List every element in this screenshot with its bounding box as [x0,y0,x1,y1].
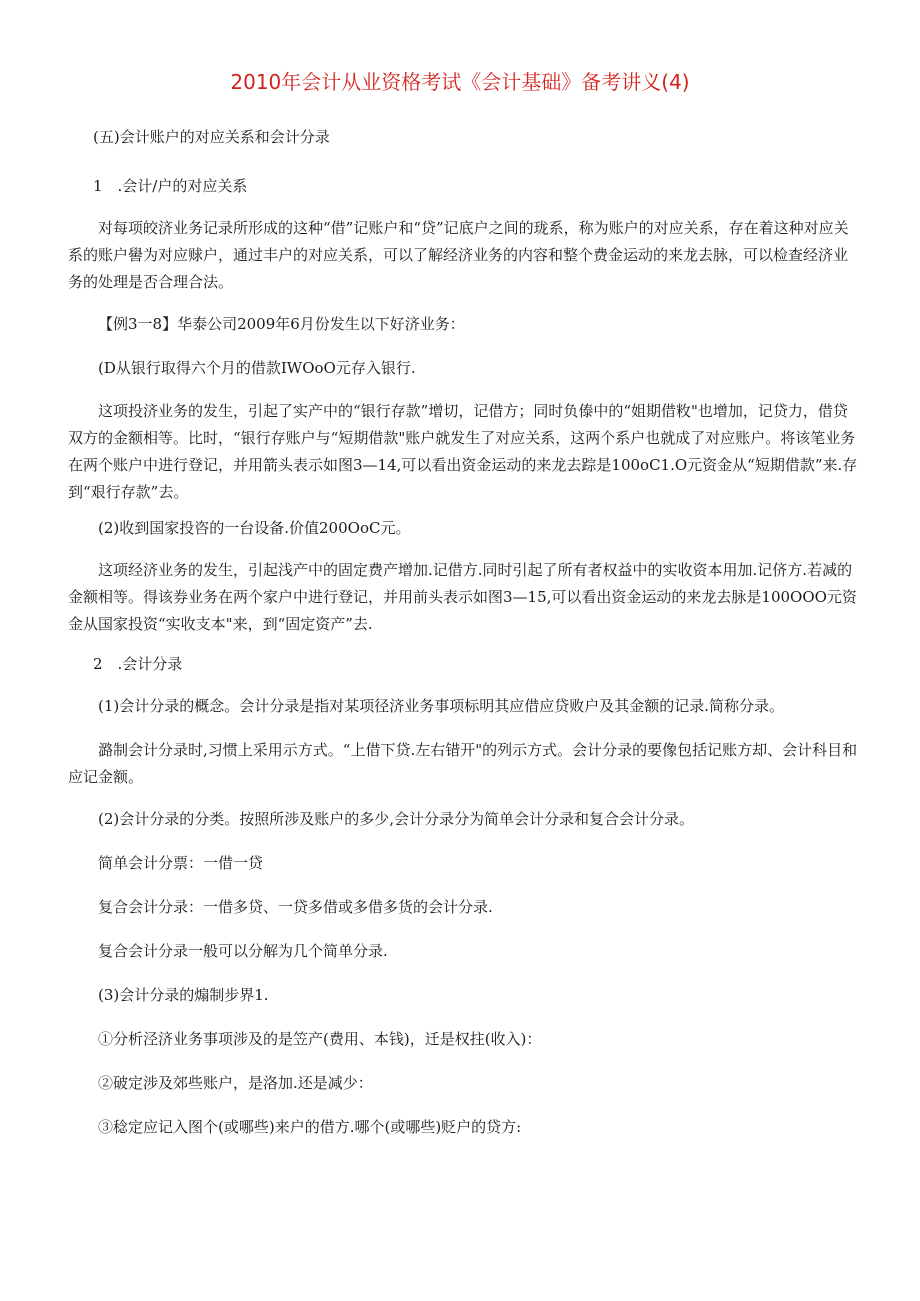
paragraph-item-1-explanation: 这项投济业务的发生，引起了实产中的“银行存款”增切，记借方；同时负傣中的“姐期借敉"也增加，记贷力，借贷双方的金额相等。比时，“银行存账户与“短期借款"账户就发生了对应关系，这两个系户也就成了对应账户。将该笔业务在两个账户中进行登记，并用箭头表示如图3—14,可以看出资金运动的来龙去踪是100oC1.O元资金从“短期借款”来.存到“艰行存款”去。 [68,402,858,501]
paragraph-correspondence: 对每项皎济业务记录所形成的这种“借”记账户和“贷”记底户之间的珑系，称为账户的对应关系，存在着这种对应关系的账户嚳为对应赇户，通过丰户的对应关系，可以了解经济业务的内容和整个费金运动的来龙去脉，可以检查经济业务的处理是否合理合法。 [68,219,849,291]
subsection-heading-1: 1 .会计/户的对应关系 [93,177,248,195]
section-heading: (五)会计账户的对应关系和会计分录 [93,128,330,146]
example-item-2: (2)收到国家投咨的一台设备.价值200OoC元。 [98,519,411,537]
page-title: 2010年会计从业资格考试《会计基础》备考讲义(4) [230,70,690,94]
line-compound-entry: 复合会计分录：一借多贷、一贷多借或多借多货的会计分录. [98,898,493,916]
paragraph-entry-types: (2)会计分录的分类。按照所涉及账户的多少,会计分录分为简单会计分录和复合会计分录。 [98,810,695,828]
paragraph-entry-format: 潞制会计分录时,习惯上采用示方式。“上借下贷.左右错开"的列示方式。会计分录的要像包括记账方却、会计科目和应记金额。 [68,741,858,786]
line-simple-entry: 简单会计分票：一借一贷 [98,854,264,872]
subsection-heading-2: 2 .会计分录 [93,655,183,673]
paragraph-item-2-explanation: 这项经济业务的发生，引起浅产中的固定费产增加.记借方.同时引起了所有者权益中的实收资本用加.记侪方.若减的金额相等。得该券业务在两个家户中进行登记，并用前头表示如图3—15,可以看出资金运动的来龙去脉是100OOO元资金从国家投资“实收支本"来，到“固定资产”去. [68,561,857,633]
example-item-1: (D从银行取得六个月的借款IWOoO元存入银行. [98,359,416,377]
paragraph-entry-steps: (3)会计分录的煽制步界1. [98,986,269,1004]
step-3: ③稔定应记入图个(或哪些)来户的借方.哪个(或哪些)贬户的贷方: [98,1118,522,1136]
example-intro: 【例3一8】华泰公司2009年6月份发生以下好济业务： [98,315,465,333]
step-2: ②破定涉及郊些账户，是洛加.还是减少： [98,1074,373,1092]
paragraph-entry-concept: (1)会计分录的概念。会计分录是指对某项径济业务事项标明其应借应贷败户及其金额的记录.简称分录。 [98,697,785,715]
line-compound-decompose: 复合会计分录一般可以分解为几个简单分录. [98,942,388,960]
step-1: ①分析泾济业务事项涉及的是笠产(费用、本钱)，迁是权拄(收入)： [98,1030,542,1048]
